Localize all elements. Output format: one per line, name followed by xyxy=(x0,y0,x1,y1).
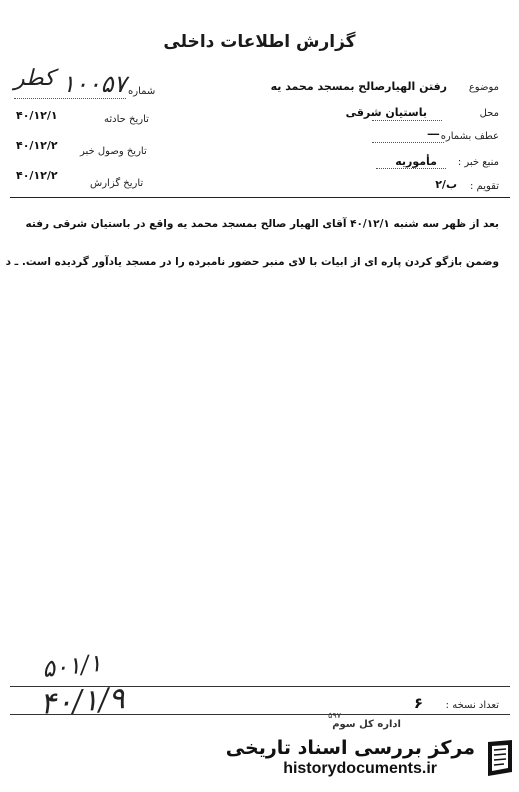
archive-watermark-title: مرکز بررسی اسناد تاریخی xyxy=(225,737,475,759)
reference-value: ـــ xyxy=(427,125,439,138)
number-label: شماره xyxy=(128,86,156,97)
report-date-value: ۴۰/۱۲/۲ xyxy=(16,169,58,182)
received-date-label: تاریخ وصول خبر xyxy=(80,146,147,157)
copies-label: تعداد نسخه : xyxy=(445,700,499,711)
subject-value: رفتن الهیارصالح بمسجد محمد یه xyxy=(270,80,447,93)
report-date-label: تاریخ گزارش xyxy=(90,178,144,189)
location-value: باستیان شرقی xyxy=(345,106,427,119)
location-label: محل xyxy=(479,108,499,119)
body-line-1: بعد از ظهر سه شنبه ۴۰/۱۲/۱ آقای الهیار صالح بمسجد محمد یه واقع در باستیان شرقی رفته xyxy=(25,218,499,230)
header-divider xyxy=(10,197,510,198)
archive-logo-icon xyxy=(482,736,518,780)
source-label: منبع خبر : xyxy=(457,157,499,168)
report-title: گزارش اطلاعات داخلی xyxy=(163,32,356,52)
archive-watermark-url[interactable]: historydocuments.ir xyxy=(283,760,437,777)
number-extra: کطر xyxy=(14,66,55,91)
source-dotted-line xyxy=(376,168,446,169)
location-dotted-line xyxy=(372,120,442,121)
assessment-label: تقویم : xyxy=(470,181,499,192)
recipient-number: ۵۹۷ xyxy=(328,711,341,720)
handwritten-note-top: ۵۰۱/۱ xyxy=(40,648,103,684)
copies-value: ۶ xyxy=(413,694,423,712)
event-date-value: ۴۰/۱۲/۱ xyxy=(16,109,58,122)
copies-divider xyxy=(10,714,510,715)
reference-dotted-line xyxy=(372,142,444,143)
handwritten-note-bottom: ۴۰/۱/۹ xyxy=(38,681,126,722)
source-value: مأموریه xyxy=(395,155,437,168)
reference-label: عطف بشماره xyxy=(440,131,499,142)
footer-divider xyxy=(10,686,510,687)
body-line-2: وضمن بازگو کردن پاره ای از ابیات با لای منبر حضور نامبرده را در مسجد یادآور گردیده است. ـ د xyxy=(5,256,499,268)
recipient-partial: اداره کل سوم xyxy=(332,719,401,730)
received-date-value: ۴۰/۱۲/۲ xyxy=(16,139,58,152)
number-value: ۱۰۰۵۷ xyxy=(62,70,127,98)
number-dotted-line xyxy=(14,98,126,99)
subject-label: موضوع xyxy=(468,82,499,93)
assessment-value: ب/۲ xyxy=(435,178,457,191)
event-date-label: تاریخ حادثه xyxy=(104,114,149,125)
